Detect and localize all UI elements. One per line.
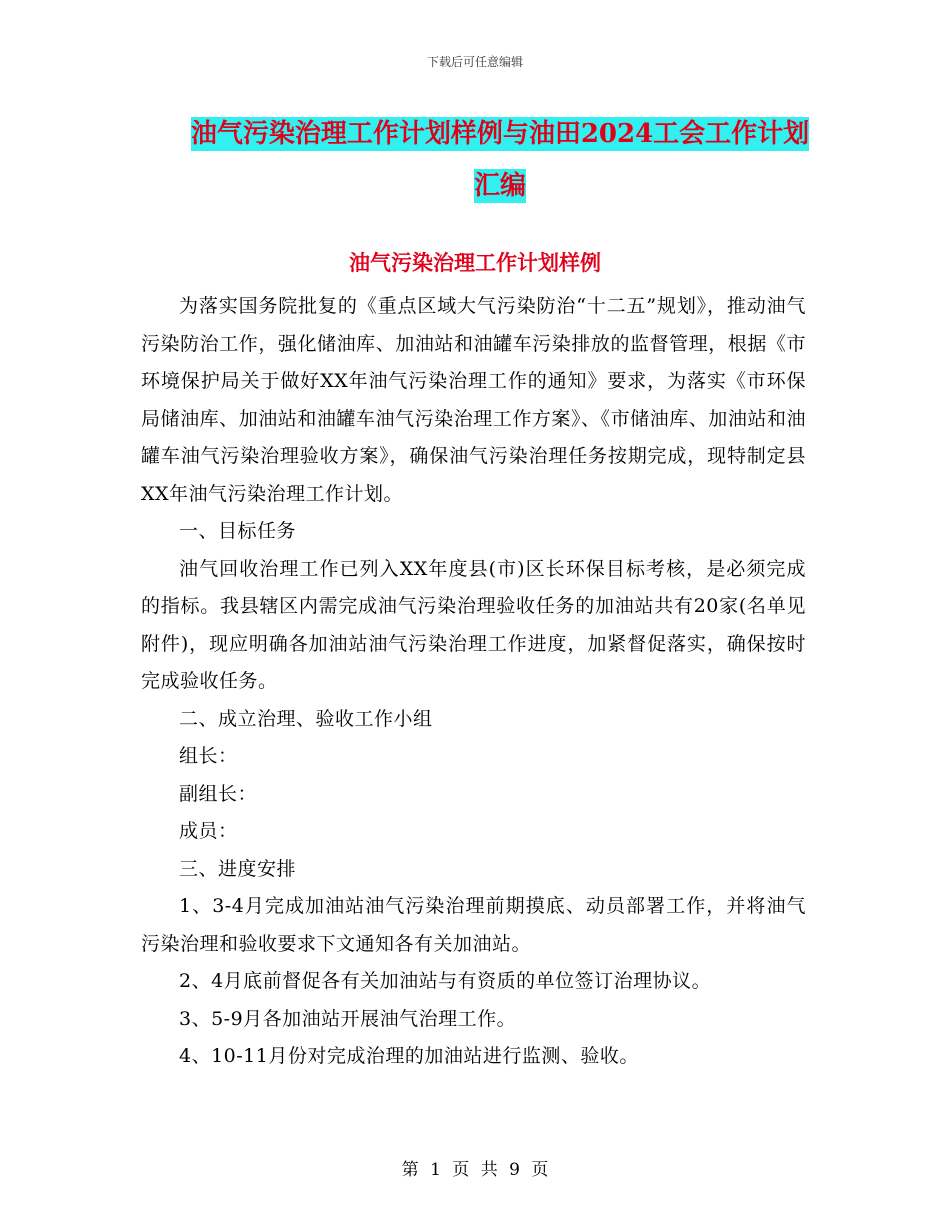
heading-working-group: 二、成立治理、验收工作小组	[179, 707, 433, 730]
heading-schedule: 三、进度安排	[179, 857, 297, 880]
page-header-note: 下载后可任意编辑	[426, 55, 523, 69]
members-line: 成员：	[179, 820, 238, 842]
title-line-1: 油气污染治理工作计划样例与油田2024工会工作计划	[190, 119, 810, 149]
schedule-item-2: 2、4月底前督促各有关加油站与有资质的单位签订治理协议。	[179, 970, 712, 992]
document-title	[140, 108, 860, 212]
paragraph-goals: 油气回收治理工作已列入XX年度县(市)区长环保目标考核，是必须完成的指标。我县辖区内需完成油气污染治理验收任务的加油站共有20家(名单见附件)，现应明确各加油站油气污染治理工作进度，加紧督促落实，确保按时完成验收任务。	[141, 557, 806, 692]
schedule-item-3: 3、5-9月各加油站开展油气治理工作。	[179, 1007, 517, 1030]
heading-goals: 一、目标任务	[179, 520, 297, 542]
document-body	[141, 288, 806, 1076]
schedule-item-4: 4、10-11月份对完成治理的加油站进行监测、验收。	[179, 1045, 639, 1067]
section-title: 油气污染治理工作计划样例	[349, 250, 601, 275]
deputy-leader-line: 副组长：	[179, 782, 258, 805]
schedule-item-1: 1、3-4月完成加油站油气污染治理前期摸底、动员部署工作，并将油气污染治理和验收要求下文通知各有关加油站。	[141, 895, 806, 955]
paragraph-intro: 为落实国务院批复的《重点区域大气污染防治“十二五”规划》，推动油气污染防治工作，强化储油库、加油站和油罐车污染排放的监督管理，根据《市环境保护局关于做好XX年油气污染治理工作的通知》要求，为落实《市环保局储油库、加油站和油罐车油气污染治理工作方案》、《市储油库、加油站和油罐车油气污染治理验收方案》，确保油气污染治理任务按期完成，现特制定县XX年油气污染治理工作计划。	[141, 295, 806, 505]
group-leader-line: 组长：	[179, 745, 238, 767]
title-line-2: 汇编	[473, 171, 526, 201]
page-number-footer: 第 1 页 共 9 页	[401, 1160, 549, 1180]
